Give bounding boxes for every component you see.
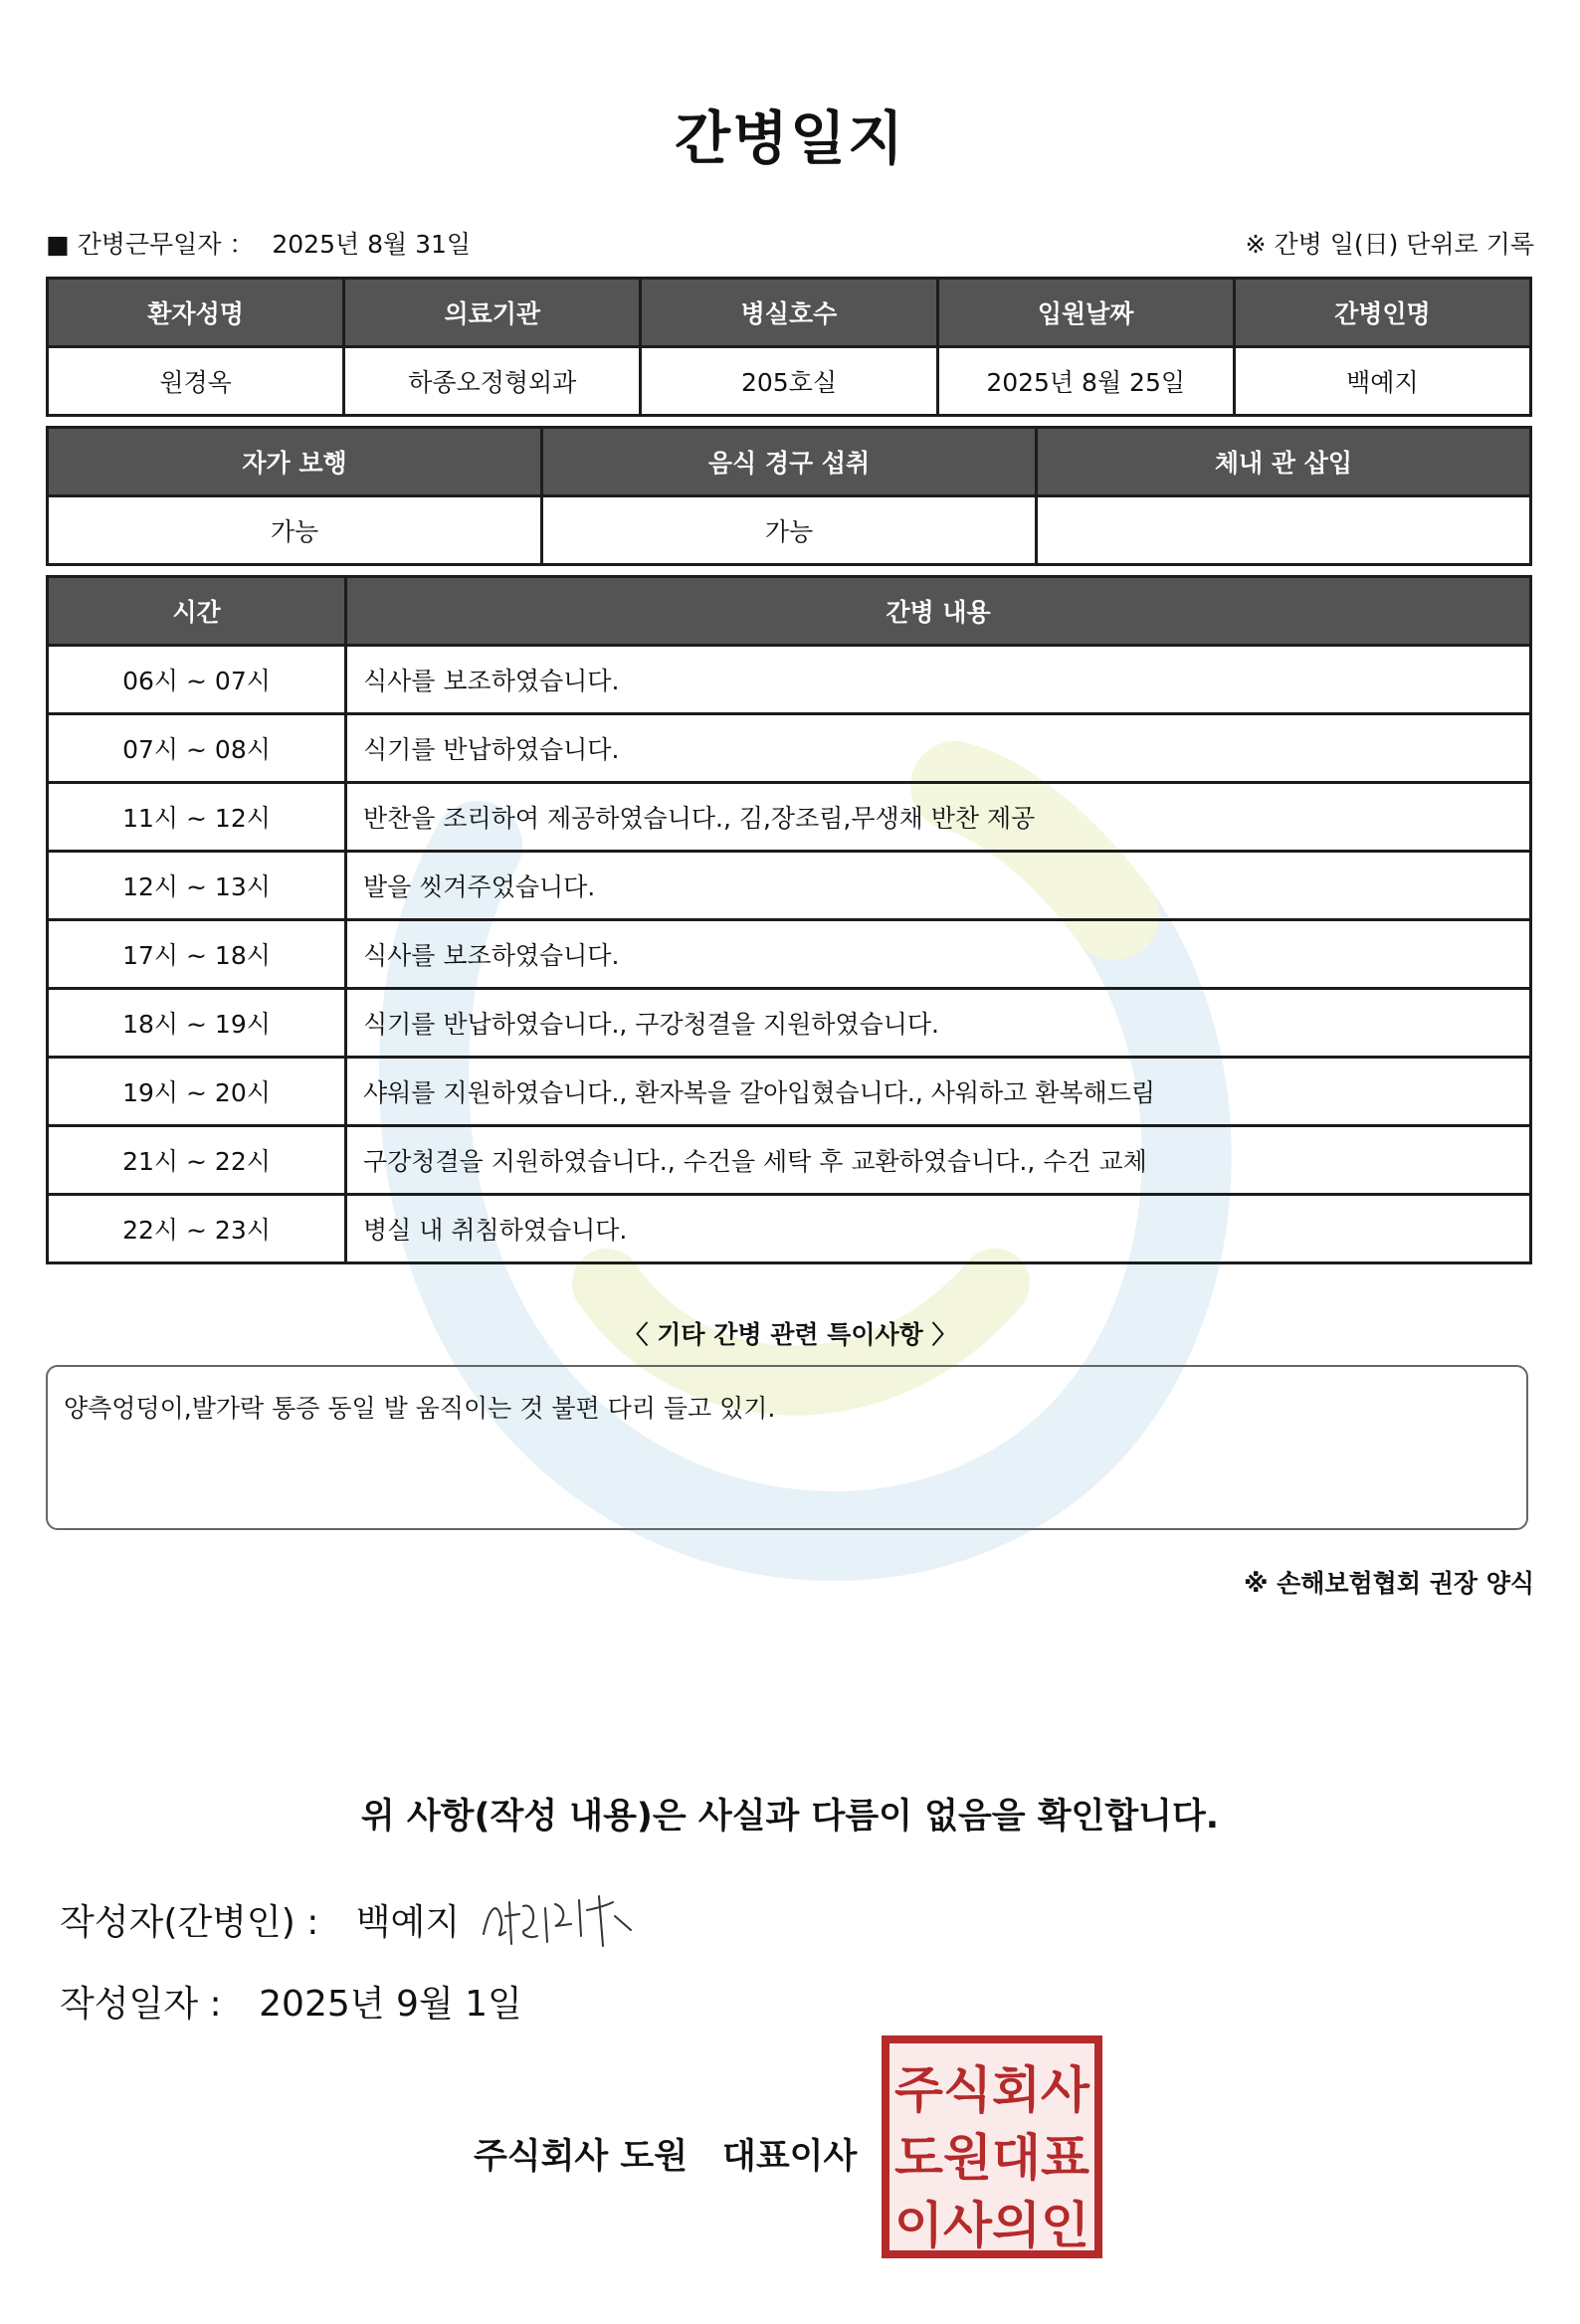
company-seal-stamp	[882, 2035, 1102, 2258]
patient-header-row	[48, 279, 1531, 347]
log-time: 22시 ~ 23시	[48, 1195, 346, 1263]
svg-text:주식회사: 주식회사	[894, 2061, 1090, 2119]
writer-name: 백예지	[355, 1902, 461, 1943]
header-hospital: 의료기관	[344, 279, 641, 347]
special-notes-title: 〈 기타 간병 관련 특이사항 〉	[623, 1320, 957, 1349]
written-date-line	[60, 1976, 522, 2027]
room-number: 205호실	[641, 347, 937, 416]
table-row	[48, 989, 1531, 1058]
svg-text:도원대표: 도원대표	[894, 2129, 1090, 2187]
patient-value-row	[48, 347, 1531, 416]
log-content: 병실 내 취침하였습니다.	[346, 1195, 1531, 1263]
written-date-value: 2025년 9월 1일	[259, 1984, 522, 2025]
handwritten-signature	[476, 1886, 645, 1956]
log-content: 발을 씻겨주었습니다.	[346, 852, 1531, 920]
confirmation-statement: 위 사항(작성 내용)은 사실과 다름이 없음을 확인합니다.	[360, 1797, 1220, 1837]
log-content: 식사를 보조하였습니다.	[346, 920, 1531, 989]
writer-label: 작성자(간병인) :	[60, 1902, 319, 1943]
log-time: 07시 ~ 08시	[48, 714, 346, 783]
header-self-walking: 자가 보행	[48, 428, 542, 496]
work-date-value: 2025년 8월 31일	[272, 230, 472, 259]
log-time: 19시 ~ 20시	[48, 1058, 346, 1126]
oral-intake-value: 가능	[542, 496, 1037, 565]
caregiver-name: 백예지	[1234, 347, 1530, 416]
care-log-table	[46, 575, 1532, 1264]
table-row	[48, 1058, 1531, 1126]
standard-form-note: ※ 손해보험협회 권장 양식	[1244, 1569, 1534, 1598]
log-content: 샤워를 지원하였습니다., 환자복을 갈아입혔습니다., 사워하고 환복해드림	[346, 1058, 1531, 1126]
table-row	[48, 646, 1531, 714]
table-row	[48, 783, 1531, 852]
header-room: 병실호수	[641, 279, 937, 347]
header-oral-intake: 음식 경구 섭취	[542, 428, 1037, 496]
patient-name: 원경옥	[48, 347, 344, 416]
log-time: 17시 ~ 18시	[48, 920, 346, 989]
status-header-row	[48, 428, 1531, 496]
admission-date: 2025년 8월 25일	[937, 347, 1234, 416]
table-row	[48, 1195, 1531, 1263]
log-time: 21시 ~ 22시	[48, 1126, 346, 1195]
table-row	[48, 1126, 1531, 1195]
work-date-line	[46, 225, 471, 261]
log-time: 18시 ~ 19시	[48, 989, 346, 1058]
svg-text:이사의인: 이사의인	[894, 2197, 1089, 2254]
company-representative: 주식회사 도원 대표이사	[474, 2137, 858, 2177]
page-title: 간병일지	[674, 104, 906, 172]
self-walking-value: 가능	[48, 496, 542, 565]
writer-line	[60, 1894, 486, 1945]
special-notes-text: 양측엉덩이,발가락 통증 동일 발 움직이는 것 불편 다리 들고 있기.	[64, 1394, 776, 1423]
header-caregiver: 간병인명	[1234, 279, 1530, 347]
tube-insertion-value	[1037, 496, 1531, 565]
log-content: 식사를 보조하였습니다.	[346, 646, 1531, 714]
patient-info-table	[46, 277, 1532, 417]
record-unit-note: ※ 간병 일(日) 단위로 기록	[1245, 230, 1534, 259]
log-time: 06시 ~ 07시	[48, 646, 346, 714]
log-time: 11시 ~ 12시	[48, 783, 346, 852]
header-patient-name: 환자성명	[48, 279, 344, 347]
header-admission-date: 입원날짜	[937, 279, 1234, 347]
header-time: 시간	[48, 577, 346, 646]
header-tube-insertion: 체내 관 삽입	[1037, 428, 1531, 496]
log-content: 구강청결을 지원하였습니다., 수건을 세탁 후 교환하였습니다., 수건 교체	[346, 1126, 1531, 1195]
header-care-content: 간병 내용	[346, 577, 1531, 646]
table-row	[48, 714, 1531, 783]
table-row	[48, 852, 1531, 920]
hospital-name: 하종오정형외과	[344, 347, 641, 416]
patient-status-table	[46, 426, 1532, 566]
log-content: 반찬을 조리하여 제공하였습니다., 김,장조림,무생채 반찬 제공	[346, 783, 1531, 852]
table-row	[48, 920, 1531, 989]
log-time: 12시 ~ 13시	[48, 852, 346, 920]
log-content: 식기를 반납하였습니다.	[346, 714, 1531, 783]
work-date-label: ■ 간병근무일자 ：	[46, 230, 255, 259]
status-value-row	[48, 496, 1531, 565]
care-log-header-row	[48, 577, 1531, 646]
written-date-label: 작성일자 :	[60, 1984, 222, 2025]
special-notes-box	[46, 1365, 1528, 1530]
log-content: 식기를 반납하였습니다., 구강청결을 지원하였습니다.	[346, 989, 1531, 1058]
